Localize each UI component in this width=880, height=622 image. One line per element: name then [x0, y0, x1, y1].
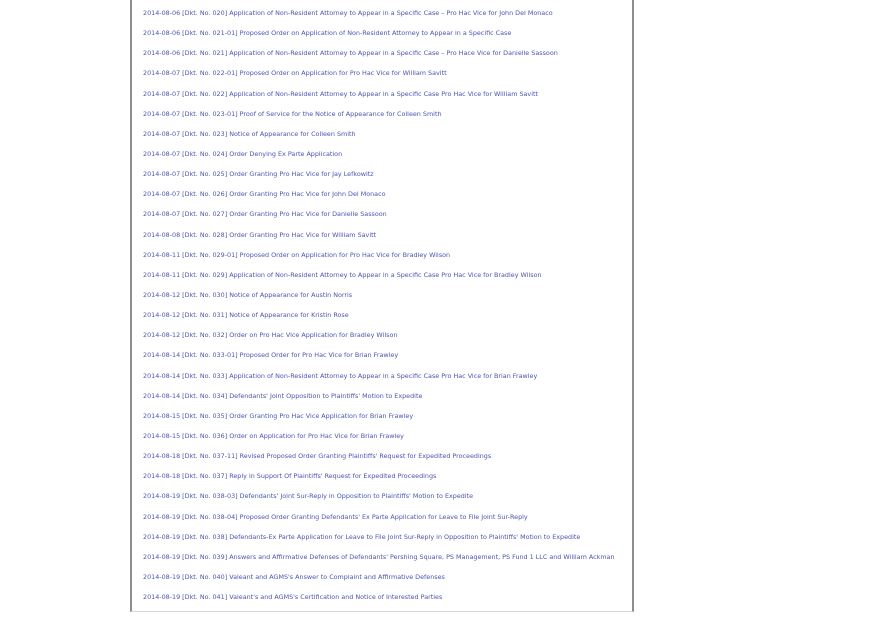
docket-link[interactable]: 2014-08-19 [Dkt. No. 038-03] Defendants' Joint Sur-Reply in Opposition to Plaintiffs' Motion to Expedite — [143, 492, 474, 501]
docket-link[interactable]: 2014-08-08 [Dkt. No. 028] Order Granting Pro Hac Vice for William Savitt — [143, 230, 377, 239]
docket-link[interactable]: 2014-08-18 [Dkt. No. 037] Reply in Support Of Plaintiffs' Request for Expedited Proceedings — [143, 472, 437, 481]
docket-link[interactable]: 2014-08-06 [Dkt. No. 020] Application of Non-Resident Attorney to Appear in a Specific Case – Pro Hac Vice for John Del Monaco — [143, 9, 553, 17]
docket-link[interactable]: 2014-08-07 [Dkt. No. 023] Notice of Appearance for Colleen Smith — [143, 129, 356, 138]
docket-link[interactable]: 2014-08-07 [Dkt. No. 026] Order Granting Pro Hac Vice for John Del Monaco — [143, 190, 386, 199]
docket-list — [143, 3, 631, 607]
docket-link[interactable]: 2014-08-18 [Dkt. No. 037-11] Revised Proposed Order Granting Plaintiffs' Request for Expedited Proceedings — [143, 452, 492, 461]
docket-link[interactable]: 2014-08-15 [Dkt. No. 035] Order Granting Pro Hac Vice Application for Brian Frawley — [143, 411, 414, 420]
docket-link[interactable]: 2014-08-07 [Dkt. No. 022] Application of Non-Resident Attorney to Appear in a Specific Case Pro Hac Vice for William Savitt — [143, 89, 539, 98]
docket-link[interactable]: 2014-08-12 [Dkt. No. 032] Order on Pro Hac Vice Application for Bradley Wilson — [143, 331, 398, 340]
docket-link[interactable]: 2014-08-07 [Dkt. No. 024] Order Denying Ex Parte Application — [143, 149, 343, 158]
docket-link[interactable]: 2014-08-07 [Dkt. No. 027] Order Granting Pro Hac Vice for Danielle Sassoon — [143, 210, 387, 219]
docket-link[interactable]: 2014-08-19 [Dkt. No. 038-04] Proposed Order Granting Defendants' Ex Parte Application for Leave to File Joint Sur-Reply — [143, 512, 528, 521]
docket-link[interactable]: 2014-08-07 [Dkt. No. 025] Order Granting Pro Hac Vice for Jay Lefkowitz — [143, 170, 374, 179]
docket-link[interactable]: 2014-08-19 [Dkt. No. 039] Answers and Affirmative Defenses of Defendants' Pershing Square, PS Management, PS Fund 1 LLC and William Ackman — [143, 552, 615, 561]
docket-link[interactable]: 2014-08-07 [Dkt. No. 023-01] Proof of Service for the Notice of Appearance for Colleen Smith — [143, 109, 442, 118]
docket-link[interactable]: 2014-08-12 [Dkt. No. 030] Notice of Appearance for Austin Norris — [143, 290, 353, 299]
docket-link[interactable]: 2014-08-14 [Dkt. No. 033-01] Proposed Order for Pro Hac Vice for Brian Frawley — [143, 351, 399, 360]
docket-link[interactable]: 2014-08-11 [Dkt. No. 029] Application of Non-Resident Attorney to Appear in a Specific Case Pro Hac Vice for Bradley Wilson — [143, 270, 542, 279]
docket-link[interactable]: 2014-08-06 [Dkt. No. 021-01] Proposed Order on Application of Non-Resident Attorney to Appear in a Specific Case — [143, 29, 512, 38]
docket-panel — [130, 0, 634, 612]
docket-link[interactable]: 2014-08-19 [Dkt. No. 040] Valeant and AGMS's Answer to Complaint and Affirmative Defenses — [143, 572, 445, 581]
docket-link[interactable]: 2014-08-14 [Dkt. No. 033] Application of Non-Resident Attorney to Appear in a Specific Case Pro Hac Vice for Brian Frawley — [143, 371, 538, 380]
docket-link[interactable]: 2014-08-07 [Dkt. No. 022-01] Proposed Order on Application for Pro Hac Vice for William Savitt — [143, 69, 447, 78]
docket-link[interactable]: 2014-08-14 [Dkt. No. 034] Defendants' Joint Opposition to Plaintiffs' Motion to Expedite — [143, 391, 423, 400]
docket-link[interactable]: 2014-08-19 [Dkt. No. 038] Defendants-Ex Parte Application for Leave to File Joint Sur-Reply in Opposition to Plaintiffs' Motion to Expedite — [143, 532, 581, 541]
docket-link[interactable]: 2014-08-15 [Dkt. No. 036] Order on Application for Pro Hac Vice for Brian Frawley — [143, 431, 404, 440]
docket-link[interactable]: 2014-08-12 [Dkt. No. 031] Notice of Appearance for Kristin Rose — [143, 311, 349, 320]
docket-link[interactable]: 2014-08-06 [Dkt. No. 021] Application of Non-Resident Attorney to Appear in a Specific Case – Pro Hace Vice for Danielle Sassoon — [143, 49, 558, 58]
docket-link[interactable]: 2014-08-19 [Dkt. No. 041] Valeant's and AGMS's Certification and Notice of Interested Parties — [143, 593, 443, 602]
docket-link[interactable]: 2014-08-11 [Dkt. No. 029-01] Proposed Order on Application for Pro Hac Vice for Bradley Wilson — [143, 250, 451, 259]
